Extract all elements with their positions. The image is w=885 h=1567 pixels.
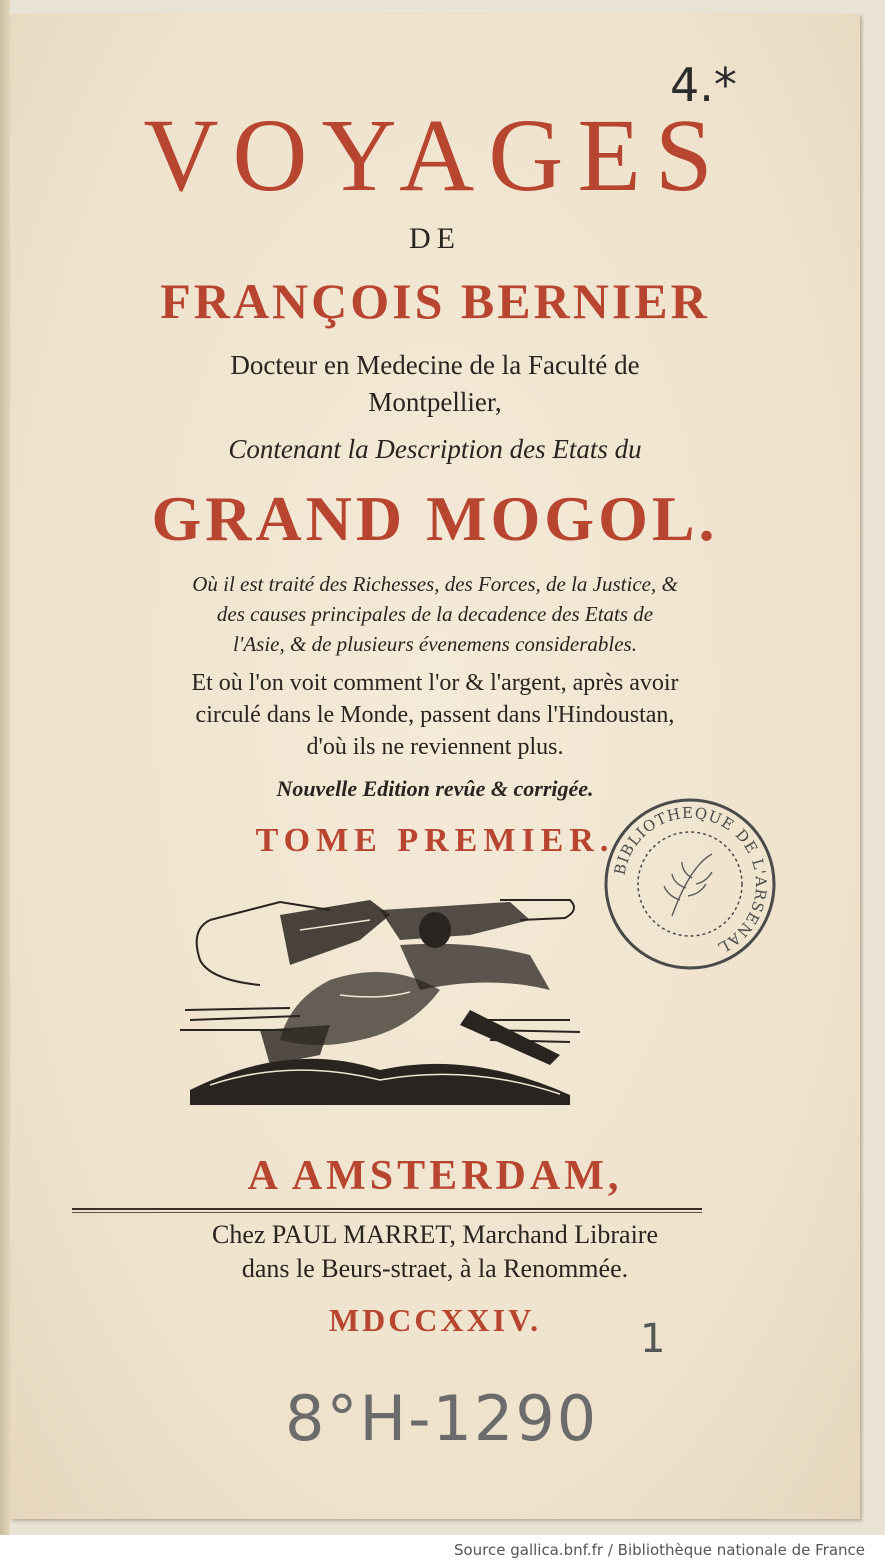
volume-label: TOME PREMIER. [255,822,615,859]
shelfmark: 8°H-1290 [285,1382,599,1455]
stamp-text: BIBLIOTHEQUE DE L'ARSENAL [610,803,771,958]
title-page [10,14,860,1519]
gold-silver-line2: circulé dans le Monde, passent dans l'Hindoustan, [195,702,675,728]
author-credentials-line1: Docteur en Medecine de la Faculté de [230,350,640,380]
grand-mogol-heading: GRAND MOGOL. [151,483,719,554]
divider-rule [72,1208,702,1210]
edition-note: Nouvelle Edition revûe & corrigée. [276,776,594,801]
gold-silver-line3: d'où ils ne reviennent plus. [306,734,564,760]
contenant-line: Contenant la Description des Etats du [228,434,642,464]
place-of-publication: A AMSTERDAM, [247,1153,623,1199]
book-spine-edge [0,0,10,1535]
pencil-number: 4.* [670,58,737,112]
author-credentials-line2: Montpellier, [368,387,502,417]
svg-text:BIBLIOTHEQUE DE L'ARSENAL [611,804,771,957]
book-title: VOYAGES [143,98,727,213]
title-de: DE [409,222,461,255]
angel-trumpet-vignette [170,880,590,1130]
description-line1: Où il est traité des Richesses, des Forces, de la Justice, & [192,572,678,596]
publication-date: MDCCXXIV. [328,1302,542,1338]
description-line2: des causes principales de la decadence des Etats de [216,602,654,626]
description-line3: l'Asie, & de plusieurs évenemens considerables. [233,632,637,656]
source-credit: Source gallica.bnf.fr / Bibliothèque nationale de France [453,1541,865,1559]
author-name: FRANÇOIS BERNIER [160,273,710,329]
pencil-one-mark: 1 [640,1316,666,1362]
library-stamp [602,796,778,972]
gold-silver-line1: Et où l'on voit comment l'or & l'argent, après avoir [191,670,679,696]
publisher-line2: dans le Beurs-straet, à la Renommée. [241,1254,629,1283]
divider-rule-thin [72,1212,702,1213]
publisher-line1: Chez PAUL MARRET, Marchand Libraire [212,1220,658,1249]
